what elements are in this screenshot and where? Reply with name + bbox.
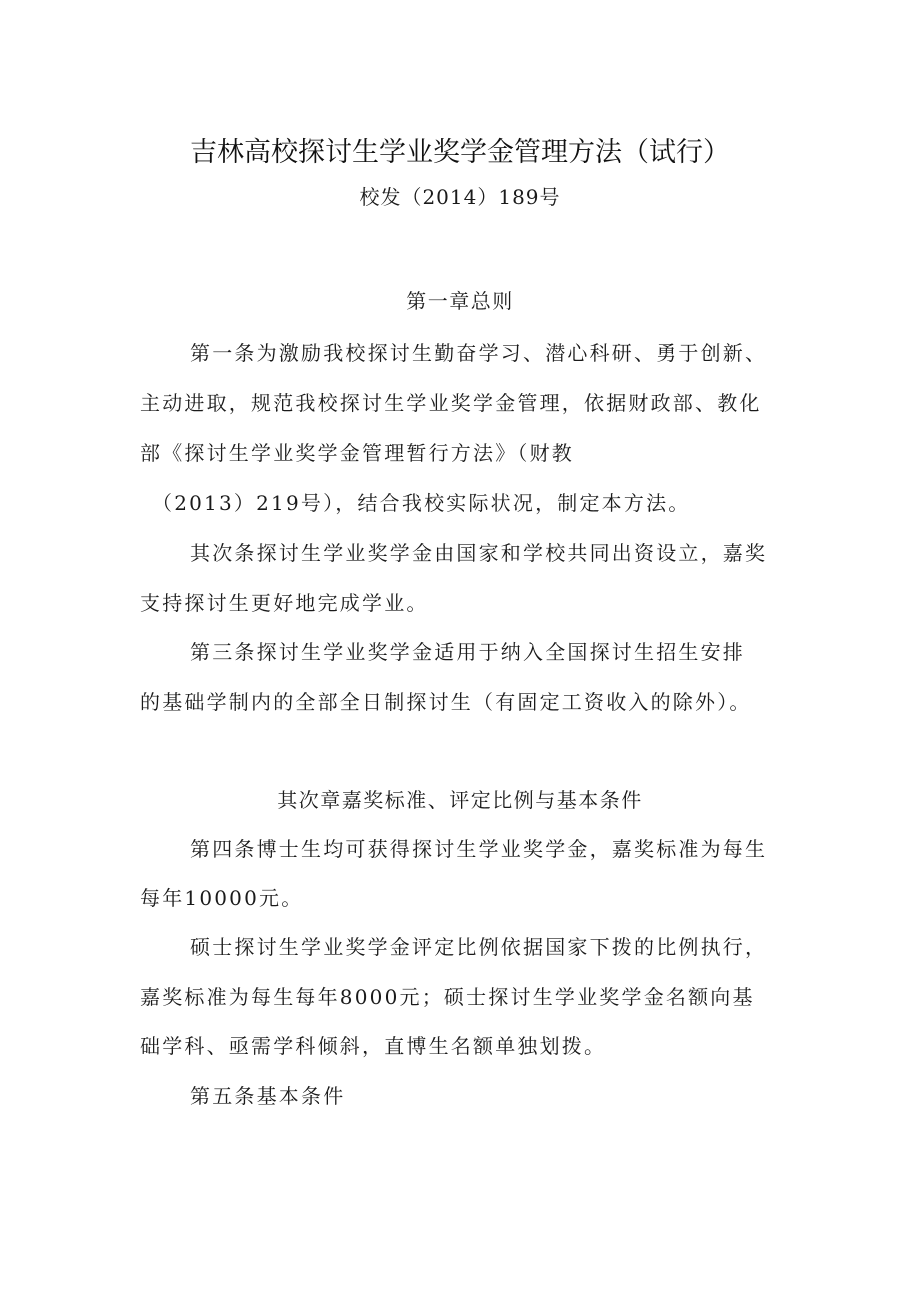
article-1-line-2: 主动进取，规范我校探讨生学业奖学金管理，依据财政部、教化 (140, 391, 762, 415)
document-title: 吉林高校探讨生学业奖学金管理方法（试行） (190, 137, 730, 168)
article-4-line-1: 第四条博士生均可获得探讨生学业奖学金，嘉奖标准为每生 (190, 837, 768, 861)
article-3-line-2: 的基础学制内的全部全日制探讨生（有固定工资收入的除外）。 (140, 690, 752, 714)
article-1-line-3: 部《探讨生学业奖学金管理暂行方法》（财教 (140, 441, 574, 465)
article-4-para2-line-1: 硕士探讨生学业奖学金评定比例依据国家下拨的比例执行， (190, 935, 768, 959)
article-4-para2-line-2: 嘉奖标准为每生每年8000元；硕士探讨生学业奖学金名额向基 (140, 985, 755, 1009)
chapter-1-heading: 第一章总则 (406, 289, 514, 313)
article-3-line-1: 第三条探讨生学业奖学金适用于纳入全国探讨生招生安排 (190, 640, 745, 664)
article-5-heading: 第五条基本条件 (190, 1084, 346, 1108)
article-4-para2-line-3: 础学科、亟需学科倾斜，直博生名额单独划拨。 (140, 1034, 607, 1058)
chapter-2-heading: 其次章嘉奖标准、评定比例与基本条件 (277, 788, 643, 812)
article-4-line-2: 每年10000元。 (140, 886, 304, 910)
article-1-line-4: （2013）219号），结合我校实际状况，制定本方法。 (152, 491, 691, 515)
article-2-line-1: 其次条探讨生学业奖学金由国家和学校共同出资设立，嘉奖 (190, 541, 768, 565)
article-1-line-1: 第一条为激励我校探讨生勤奋学习、潜心科研、勇于创新、 (190, 341, 768, 365)
document-number: 校发（2014）189号 (359, 185, 561, 209)
article-2-line-2: 支持探讨生更好地完成学业。 (140, 591, 429, 615)
